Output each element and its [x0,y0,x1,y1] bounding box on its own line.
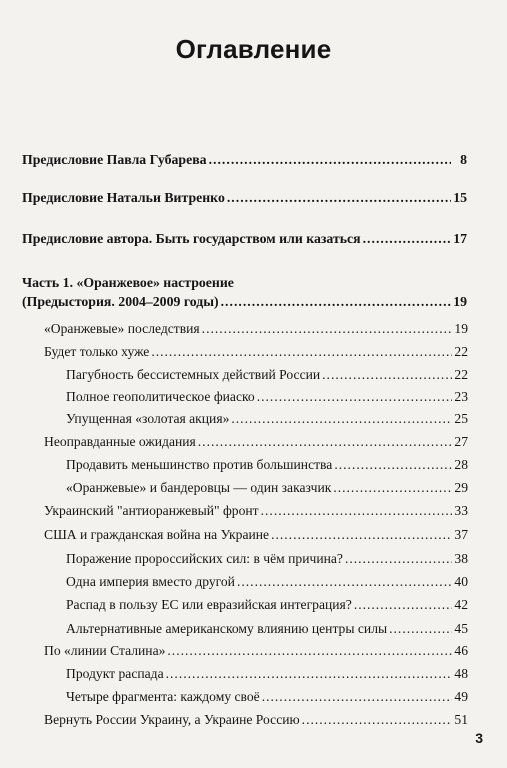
toc-entry-label: По «линии Сталина» [44,643,166,658]
page-title: Оглавление [175,34,332,64]
leader-dots [345,551,452,567]
toc-entry-page: 28 [454,457,468,472]
toc-entry-page: 46 [454,643,468,658]
toc-entry-page: 23 [454,389,468,404]
toc-entry-label: Одна империя вместо другой [66,574,235,589]
toc-entry[interactable] [66,597,468,613]
toc-entry-label: Поражение пророссийских сил: в чём причина? [66,551,343,566]
toc-entry-label: Полное геополитическое фиаско [66,389,255,404]
toc-entry[interactable] [66,480,468,496]
leader-dots [209,152,451,168]
toc-entry[interactable] [66,367,468,383]
toc-entry[interactable] [22,190,467,206]
toc-entry-label: Предисловие Натальи Витренко [22,190,225,205]
toc-entry[interactable] [22,294,467,310]
toc-entry[interactable] [66,621,468,637]
part-heading: Часть 1. «Оранжевое» настроение [22,275,234,290]
toc-entry[interactable] [44,503,468,519]
toc-entry[interactable] [66,411,468,427]
toc-entry[interactable] [44,643,468,659]
leader-dots [261,503,452,519]
toc-entry[interactable] [66,551,468,567]
leader-dots [302,712,452,728]
toc-entry-page: 17 [453,231,467,246]
leader-dots [354,597,452,613]
toc-entry-page: 15 [453,190,467,205]
toc-entry[interactable] [66,457,468,473]
leader-dots [227,190,451,206]
leader-dots [389,621,452,637]
toc-entry[interactable] [44,712,468,728]
leader-dots [271,527,452,543]
toc-entry-page: 19 [454,321,468,336]
toc-entry-page: 45 [454,621,468,636]
toc-entry-page: 22 [454,344,468,359]
toc-entry-page: 22 [454,367,468,382]
toc-entry[interactable] [44,321,468,337]
toc-entry[interactable] [22,152,467,168]
leader-dots [333,480,452,496]
toc-entry[interactable] [66,666,468,682]
toc-entry-page: 29 [454,480,468,495]
toc-entry-page: 51 [454,712,468,727]
page-number: 3 [475,730,483,746]
leader-dots [166,666,452,682]
toc-entry-label: «Оранжевые» последствия [44,321,200,336]
toc-entry-page: 37 [454,527,468,542]
toc-entry-page: 38 [454,551,468,566]
leader-dots [167,643,452,659]
leader-dots [202,321,452,337]
leader-dots [363,231,451,247]
leader-dots [322,367,452,383]
toc-entry-label: Альтернативные американскому влиянию центры силы [66,621,388,636]
leader-dots [334,457,452,473]
toc-entry[interactable] [66,389,468,405]
toc-entry-page: 42 [454,597,468,612]
toc-entry[interactable] [22,231,467,247]
toc-entry-page: 49 [454,689,468,704]
toc-entry-label: США и гражданская война на Украине [44,527,270,542]
toc-entry-page: 40 [454,574,468,589]
toc-entry-label: Вернуть России Украину, а Украине Россию [44,712,300,727]
toc-entry-page: 48 [454,666,468,681]
leader-dots [231,411,452,427]
toc-entry-label: (Предыстория. 2004–2009 годы) [22,294,219,309]
leader-dots [151,344,452,360]
toc-entry-label: Продавить меньшинство против большинства [66,457,333,472]
leader-dots [198,434,452,450]
toc-entry-page: 27 [454,434,468,449]
leader-dots [262,689,452,705]
leader-dots [257,389,452,405]
leader-dots [221,294,451,310]
toc-entry-label: Пагубность бессистемных действий России [66,367,321,382]
toc-entry-label: «Оранжевые» и бандеровцы — один заказчик [66,480,332,495]
toc-entry[interactable] [44,527,468,543]
toc-entry-label: Упущенная «золотая акция» [66,411,230,426]
toc-entry-label: Распад в пользу ЕС или евразийская интеграция? [66,597,352,612]
toc-entry-label: Предисловие Павла Губарева [22,152,207,167]
toc-entry[interactable] [66,689,468,705]
toc-entry-page: 33 [454,503,468,518]
toc-entry[interactable] [66,574,468,590]
toc-entry-label: Предисловие автора. Быть государством или казаться [22,231,361,246]
toc-entry-label: Четыре фрагмента: каждому своё [66,689,260,704]
toc-entry-page: 8 [460,152,467,167]
toc-entry-label: Будет только хуже [44,344,150,359]
toc-entry-label: Неоправданные ожидания [44,434,196,449]
leader-dots [237,574,452,590]
toc-entry-label: Украинский "антиоранжевый" фронт [44,503,259,518]
toc-entry-page: 25 [454,411,468,426]
toc-entry-label: Продукт распада [66,666,164,681]
toc-entry-page: 19 [453,294,467,309]
toc-entry[interactable] [44,434,468,450]
toc-entry[interactable] [44,344,468,360]
